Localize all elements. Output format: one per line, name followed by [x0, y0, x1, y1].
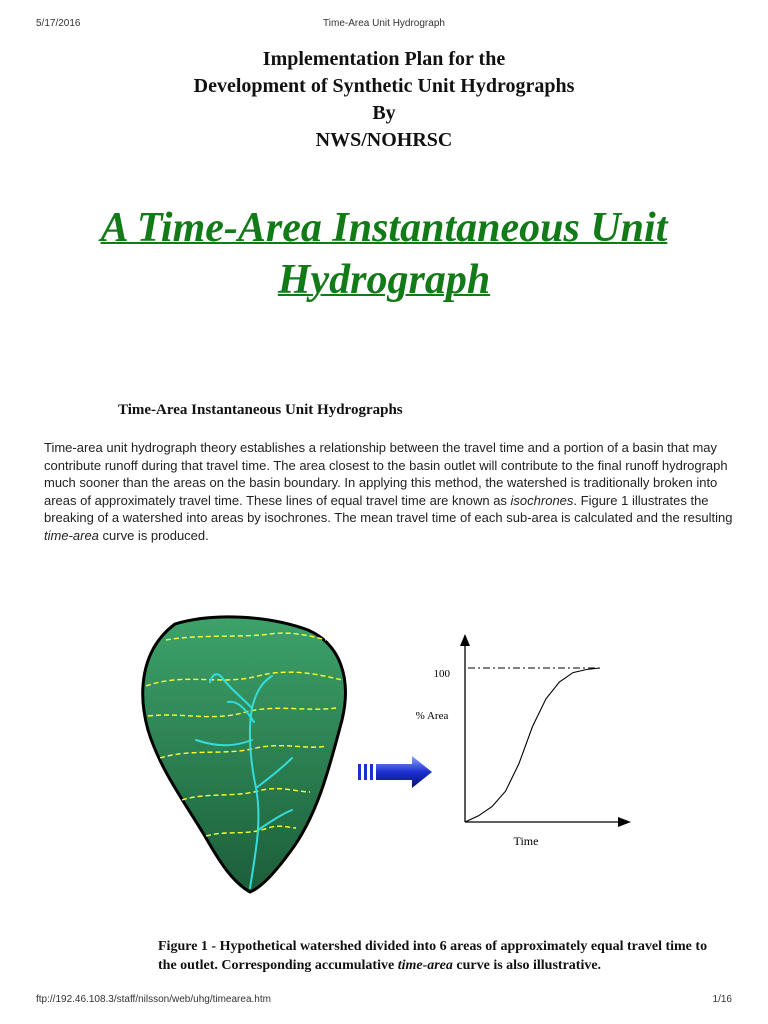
- plan-line-2: Development of Synthetic Unit Hydrographs: [193, 75, 575, 97]
- section-heading: Time-Area Instantaneous Unit Hydrographs: [118, 402, 403, 418]
- y-axis-label: % Area: [415, 710, 449, 722]
- time-area-chart: [416, 634, 631, 848]
- print-page-number: 1/16: [712, 994, 732, 1005]
- plan-line-4: NWS/NOHRSC: [315, 129, 453, 151]
- x-axis-arrowhead: [618, 817, 631, 827]
- figure-svg: [0, 600, 768, 920]
- arrow-icon: [358, 756, 432, 788]
- caption-term: time-area: [397, 958, 453, 973]
- paragraph-text-1: Time-area unit hydrograph theory establishes a relationship between the travel time and a portion of a basin that may contribute runoff during that travel time. The area closest to the basin outlet will contribute to the final runoff hydrograph much sooner than the areas on the basin boundary. In applying this method, the watershed is traditionally broken into areas of approximately travel time. These lines of equal travel time are known as: [44, 440, 728, 508]
- plan-heading: [0, 46, 768, 154]
- page-title-line-1: A Time-Area Instantaneous Unit: [100, 205, 668, 251]
- caption-text-1: Figure 1 - Hypothetical watershed divided into 6 areas of approximately equal travel time to the outlet. Corresponding accumulative: [158, 939, 708, 973]
- caption-text-2: curve is also illustrative.: [452, 958, 602, 973]
- plan-line-1: Implementation Plan for the: [262, 48, 506, 70]
- print-date: 5/17/2016: [36, 18, 81, 29]
- watershed-basin: [143, 617, 346, 892]
- time-area-curve: [465, 668, 600, 822]
- y-tick-100: 100: [433, 668, 450, 680]
- intro-paragraph: [44, 439, 734, 545]
- print-page-title: Time-Area Unit Hydrograph: [323, 18, 445, 29]
- plan-line-3: By: [372, 102, 396, 124]
- term-time-area: time-area: [44, 527, 99, 543]
- x-axis-label: Time: [513, 834, 539, 848]
- print-url: ftp://192.46.108.3/staff/nilsson/web/uhg/timearea.htm: [36, 994, 271, 1005]
- term-isochrones: isochrones: [510, 492, 574, 508]
- page-title-line-2: Hydrograph: [277, 257, 491, 303]
- figure-caption: [158, 937, 718, 975]
- figure-1: [0, 600, 768, 920]
- y-axis-arrowhead: [460, 634, 470, 646]
- paragraph-text-3: curve is produced.: [98, 527, 209, 543]
- page-title: [0, 202, 768, 306]
- paragraph-text-2: . Figure 1 illustrates the breaking of a watershed into areas by isochrones. The mean travel time of each sub-area is calculated and the resulting: [44, 492, 733, 526]
